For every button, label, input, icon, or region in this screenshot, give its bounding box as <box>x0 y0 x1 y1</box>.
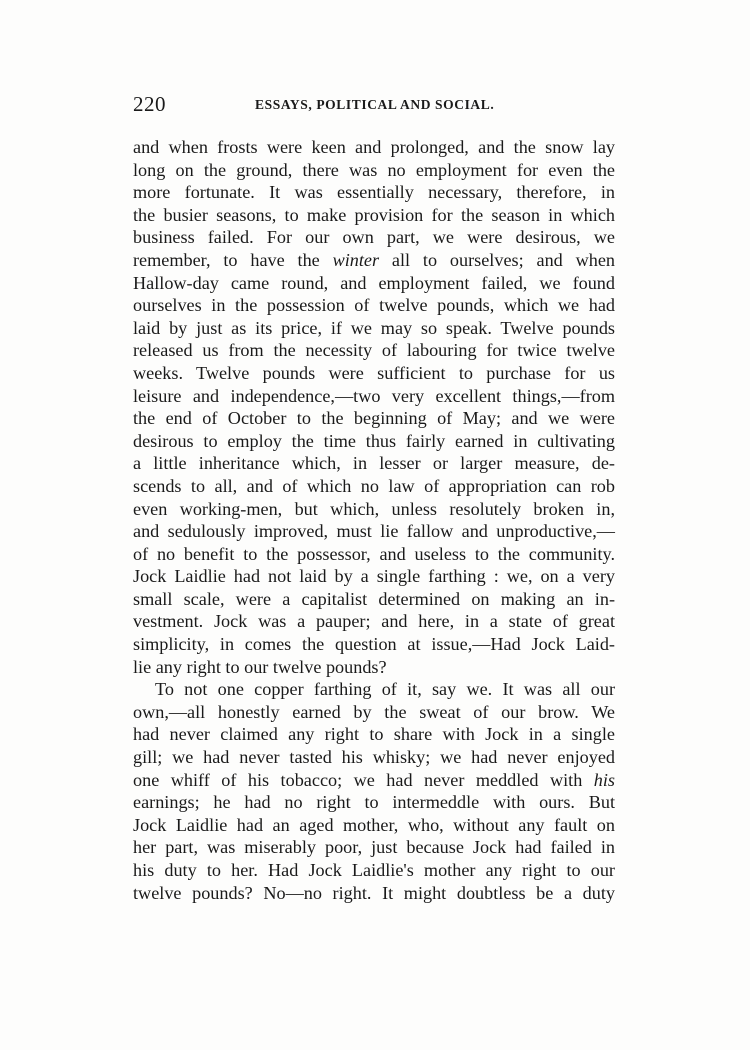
text-line: own,—all honestly earned by the sweat of our brow. We <box>133 701 615 722</box>
text-line: small scale, were a capitalist determined on making an in- <box>133 588 615 609</box>
body-text <box>133 136 615 904</box>
text-line: long on the ground, there was no employment for even the <box>133 159 615 180</box>
text-line: her part, was miserably poor, just because Jock had failed in <box>133 837 615 858</box>
text-line: business failed. For our own part, we were desirous, we <box>133 227 615 248</box>
text-span: one whiff of his tobacco; we had never meddled with <box>133 769 594 790</box>
running-title: ESSAYS, POLITICAL AND SOCIAL. <box>255 97 495 112</box>
text-line: of no benefit to the possessor, and useless to the community. <box>133 543 615 564</box>
text-line: ourselves in the possession of twelve pounds, which we had <box>133 295 615 316</box>
text-line: even working-men, but which, unless resolutely broken in, <box>133 498 615 519</box>
text-line: the busier seasons, to make provision for the season in which <box>133 204 615 225</box>
text-line: his duty to her. Had Jock Laidlie's mother any right to our <box>133 860 615 880</box>
text-line <box>133 249 615 272</box>
text-line: Jock Laidlie had an aged mother, who, without any fault on <box>133 814 615 835</box>
text-line: lie any right to our twelve pounds? <box>133 656 387 677</box>
text-line: earnings; he had no right to intermeddle with ours. But <box>133 792 615 813</box>
page-number: 220 <box>133 92 166 116</box>
text-line: scends to all, and of which no law of appropriation can rob <box>133 475 615 496</box>
italic-word: winter <box>332 249 380 270</box>
text-line: and sedulously improved, must lie fallow and unproductive,— <box>133 521 615 542</box>
text-line: released us from the necessity of labouring for twice twelve <box>133 340 615 361</box>
text-line: twelve pounds? No—no right. It might doubtless be a duty <box>133 882 615 903</box>
text-line <box>133 769 615 792</box>
text-line: desirous to employ the time thus fairly earned in cultivating <box>133 430 615 451</box>
text-line: had never claimed any right to share with Jock in a single <box>133 724 615 745</box>
text-span: remember, to have the <box>133 249 333 270</box>
text-line: leisure and independence,—two very excellent things,—from <box>133 385 615 406</box>
text-line: the end of October to the beginning of May; and we were <box>133 408 615 429</box>
text-line: weeks. Twelve pounds were sufficient to purchase for us <box>133 362 615 383</box>
text-line: Hallow-day came round, and employment failed, we found <box>133 272 615 293</box>
text-span: all to ourselves; and when <box>379 249 615 270</box>
text-line: gill; we had never tasted his whisky; we had never enjoyed <box>133 747 615 768</box>
text-line: a little inheritance which, in lesser or larger measure, de- <box>133 453 615 474</box>
italic-word: his <box>593 769 615 790</box>
text-line: laid by just as its price, if we may so speak. Twelve pounds <box>133 317 615 338</box>
text-line: vestment. Jock was a pauper; and here, in a state of great <box>133 611 615 632</box>
text-line: simplicity, in comes the question at issue,—Had Jock Laid- <box>133 634 615 655</box>
page-header <box>133 92 615 122</box>
text-line: To not one copper farthing of it, say we. It was all our <box>155 679 615 700</box>
text-line: Jock Laidlie had not laid by a single farthing : we, on a very <box>133 566 615 587</box>
text-line: and when frosts were keen and prolonged, and the snow lay <box>133 137 615 157</box>
text-line: more fortunate. It was essentially necessary, therefore, in <box>133 182 615 203</box>
